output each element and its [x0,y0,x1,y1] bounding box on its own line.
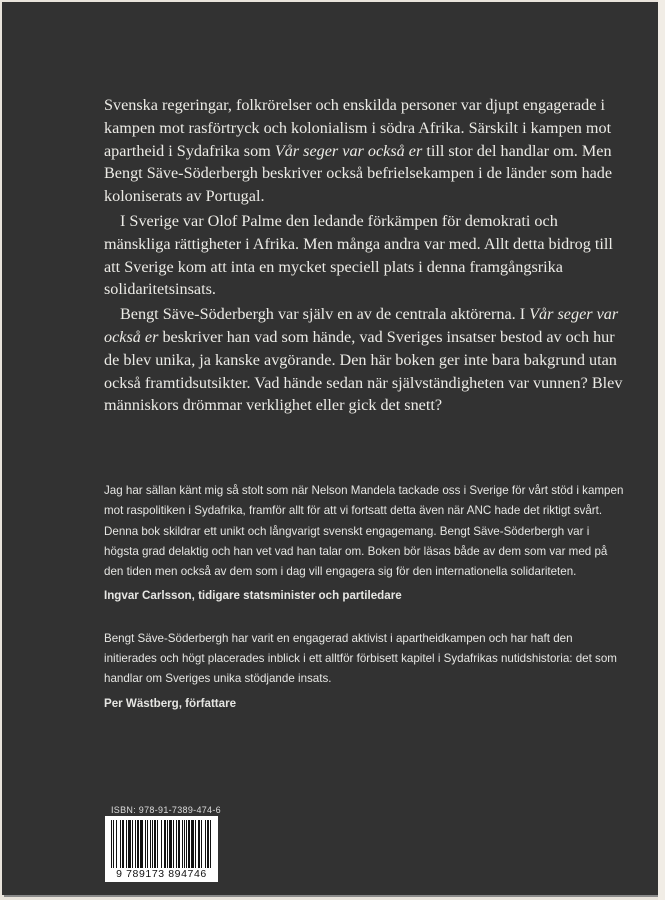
barcode-bar [140,820,143,868]
barcode-bar [205,820,206,868]
barcode-bar [184,820,185,868]
barcode-bar [182,820,183,868]
barcode-bar [145,820,146,868]
barcode-bar [176,820,177,868]
book-title-italic: Vår seger var också er [104,305,619,346]
endorsement-quote-1: Jag har sällan känt mig så stolt som när Nelson Mandela tackade oss i Sverige för vårt stöd i kampen mot raspolitiken i Sydafrika, framför allt för att vi fortsatt detta även när ANC hade det riktigt svårt. Denna bok skildrar ett unikt och långvarigt svenskt engagemang. Bengt Säve-Söderbergh var i högsta grad delaktig och han vet vad han talar om. Boken bör läsas både av dem som var med på den tiden men också av dem som i dag vill engagera sig för den internationella solidariteten. [104,484,624,579]
endorsement-quote-2: Bengt Säve-Söderbergh har varit en engagerad aktivist i apartheidkampen och har haft den initierades och högt placerades inblick i ett alltför förbisett kapitel i Sydafrikas nutidshistoria: det som handlar om Sveriges unika stödjande insats. [104,631,617,686]
barcode-bar [173,820,174,868]
barcode-bar [161,820,162,868]
book-back-cover [2,2,658,895]
blurb-p3-text-b: beskriver han vad som hände, vad Sveriges insatser bestod av och hur de blev unika, ja kanske avgörande. Den här boken ger inte bara bakgrund utan också framtidsutsikter. Vad hände sedan när självständigheten var vunnen? Blev människors drömmar verklighet eller gick det snett? [104,327,623,415]
endorsement-author-2: Per Wästberg, författare [104,696,237,710]
blurb-paragraph-3 [104,303,624,417]
barcode-bar [186,820,187,868]
barcode-bar [147,820,148,868]
barcode-bar [132,820,133,868]
barcode-bar [111,820,112,868]
barcode-bar [128,820,131,868]
barcode-bar [191,820,194,868]
barcode-bar [126,820,127,868]
barcode-bar [122,820,124,868]
blurb-p1-text-b: till stor del handlar om. Men Bengt Säve-Söderbergh beskriver också befrielsekampen i de länder som hade koloniserats av Portugal. [104,141,613,206]
blurb-paragraph-1 [104,94,624,208]
barcode-bar [167,820,168,868]
barcode-bar [164,820,166,868]
barcode-bar [188,820,190,868]
barcode-bar [152,820,153,868]
barcode-bar [201,820,202,868]
barcode-bar [137,820,139,868]
blurb-paragraph-2: I Sverige var Olof Palme den ledande förkämpen för demokrati och mänskliga rättigheter i Afrika. Men många andra var med. Allt detta bidrog till att Sverige kom att inta en mycket speciell plats i denna framgångsrika solidaritetsinsats. [104,211,613,299]
barcode-bar [116,820,117,868]
barcode-bar [210,820,211,868]
barcode-bar [113,820,114,868]
book-title-italic: Vår seger var också er [274,141,423,160]
page-edge [658,0,665,900]
spacer [104,607,624,629]
barcode-bar [207,820,209,868]
barcode-bar [150,820,151,868]
endorsements [104,481,624,714]
barcode-bar [157,820,158,868]
barcode-bar [195,820,196,868]
isbn-label: ISBN: 978-91-7389-474-6 [111,805,221,815]
isbn-barcode [105,816,218,882]
barcode-bars [111,820,212,868]
barcode-bar [154,820,156,868]
barcode-digits: 9 789173 894746 [116,868,207,880]
barcode-bar [169,820,172,868]
endorsement-author-1: Ingvar Carlsson, tidigare statsminister och partiledare [104,589,402,603]
barcode-bar [120,820,121,868]
barcode-bar [135,820,136,868]
barcode-bar [198,820,200,868]
blurb-p3-text-a: Bengt Säve-Söderbergh var själv en av de centrala aktörerna. I [120,305,530,324]
blurb-text [104,94,624,417]
blurb-p1-text-a: Svenska regeringar, folkrörelser och enskilda personer var djupt engagerade i kampen mot rasförtryck och kolonialism i södra Afrika. Särskilt i kampen mot apartheid i Sydafrika som [104,96,612,160]
barcode-bar [178,820,180,868]
